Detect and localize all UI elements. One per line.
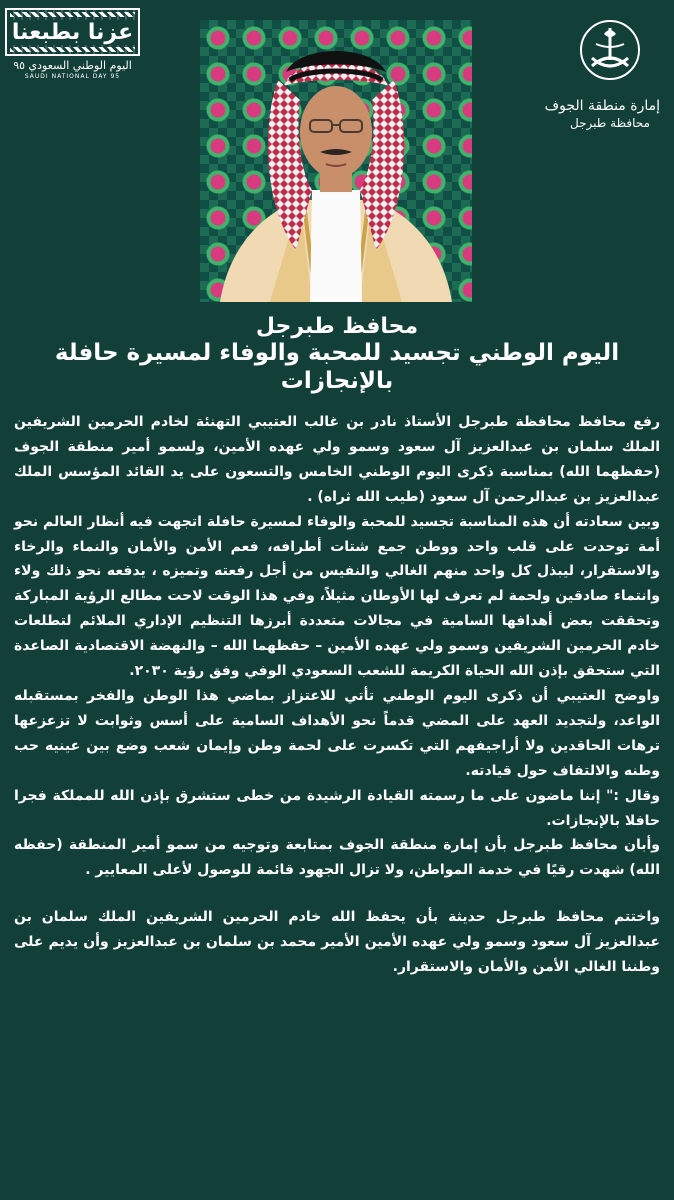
national-day-title: عزنا بطبعنا: [8, 20, 137, 45]
national-day-subtitle: اليوم الوطني السعودي ٩٥: [13, 59, 132, 72]
paragraph-6: واختتم محافظ طبرجل حديثة بأن يحفظ الله خادم الحرمين الشريفين الملك سلمان بن عبدالعزيز آل سعود وسمو ولي عهده الأمين الأمير محمد بن سلمان بن عبدالعزيز وأن يديم على وطننا الغالي الأمن والأمان والاستقرار.: [14, 909, 660, 976]
national-day-logo: [5, 8, 140, 80]
headline-line-1: محافظ طبرجل: [255, 314, 419, 339]
national-day-subtitle-en: SAUDI NATIONAL DAY 95: [24, 73, 121, 80]
article-body: [14, 410, 660, 980]
paragraph-2: وبين سعادته أن هذه المناسبة تجسيد للمحبة والوفاء لمسيرة حافلة اتجهت فيه أنظار العالم نحو أمة توحدت على قلب واحد ووطن جمع شتات أطرافه، فعم الأمن والأمان والنماء والرخاء والاستقرار، ليبذل كل واحد منهم الغالي والنفيس من أجل رفعته وتميزه ، يدفعه نحو ذلك ولاء وانتماء صادقين ولحمة لم تعرف لها الأوطان مثيلاً، وفي هذا الوقت لاحت مطالع الرؤية المباركة وتحققت بعض أهدافها السامية في مجالات متعددة أبرزها التنظيم الإداري الملائم لتطلعات خادم الحرمين الشريفين وسمو ولي عهده الأمين – حفظهما الله – والنهضة الاقتصادية الصاعدة التي ستحقق بإذن الله الحياة الكريمة للشعب السعودي الوفي وفق رؤية ٢٠٣٠.: [14, 513, 660, 680]
paragraph-4: وقال :" إننا ماضون على ما رسمته القيادة الرشيدة من خطى ستشرق بإذن الله للمملكة فجرا حافلا بالإنجازات.: [14, 787, 660, 829]
emirate-name: إمارة منطقة الجوف: [544, 98, 660, 114]
governorate-name: محافظة طبرجل: [570, 116, 650, 130]
national-day-badge: [5, 8, 140, 56]
saudi-emblem-icon: [578, 20, 642, 88]
paragraph-5: وأبان محافظ طبرجل بأن إمارة منطقة الجوف بمتابعة وتوجيه من سمو أمير المنطقة (حفظه الله) شهدت رقيًا في خدمة المواطن، ولا تزال الجهود قائمة للوصول لأعلى المعايير .: [14, 837, 660, 879]
headline-line-2: اليوم الوطني تجسيد للمحبة والوفاء لمسيرة حافلة: [54, 340, 620, 366]
paragraph-1: رفع محافظ محافظة طبرجل الأستاذ نادر بن غالب العتيبي التهنئة لخادم الحرمين الشريفين الملك سلمان بن عبدالعزيز آل سعود وسمو ولي عهده الأمين، ولسمو أمير منطقة الجوف (حفظهما الله) بمناسبة ذكرى اليوم الوطني الخامس والتسعون على يد القائد المؤسس الملك عبدالعزيز بن عبدالرحمن آل سعود (طيب الله ثراه) .: [14, 414, 660, 505]
header: [0, 0, 674, 310]
headline-line-3: بالإنجازات: [280, 368, 394, 394]
paragraph-3: واوضح العتيبي أن ذكرى اليوم الوطني تأتي للاعتزاز بماضي هذا الوطن والفخر بمستقبله الواعد، ولتجديد العهد على المضي قدماً نحو الأهداف السامية على أسس وثوابت لا تزعزعها ترهات الحاقدين ولا أراجيفهم التي تكسرت على لحمة وطن وإيمان شعب وضع بين عينيه حب وطنه والالتفاف حول قيادته.: [14, 687, 660, 779]
governor-portrait: [200, 20, 472, 302]
portrait-illustration: [200, 20, 472, 302]
emirate-logo: [544, 20, 660, 130]
